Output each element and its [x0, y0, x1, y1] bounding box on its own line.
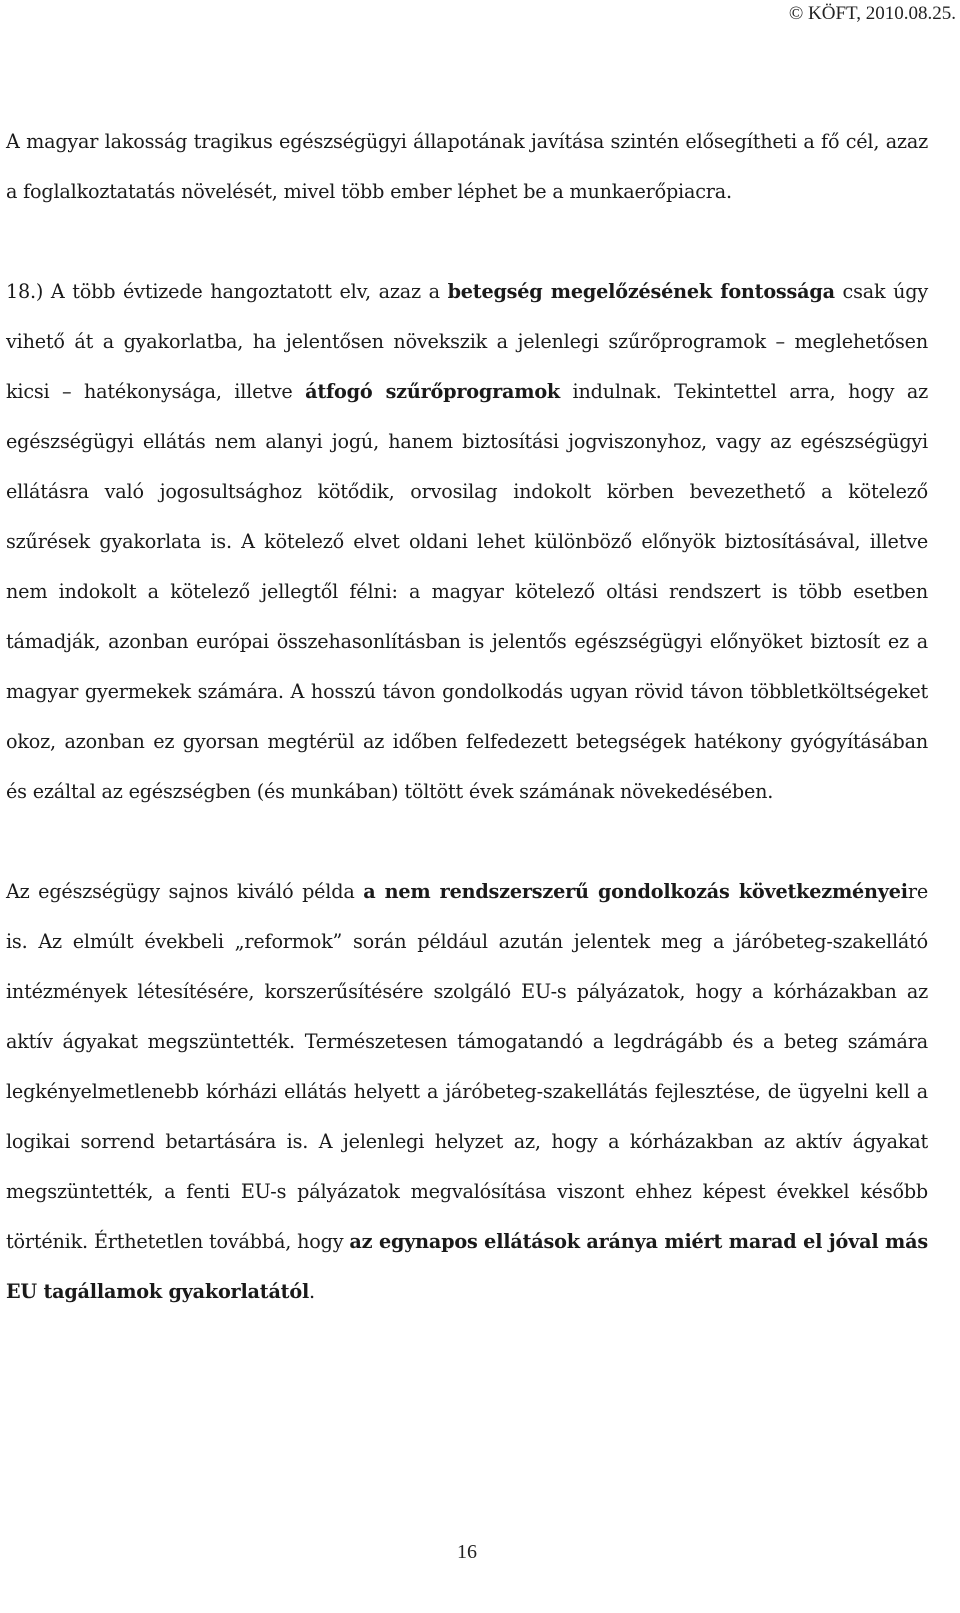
paragraph [6, 117, 928, 217]
emphasis-text: átfogó szűrőprogramok [305, 380, 561, 403]
page-number: 16 [457, 1541, 477, 1563]
document-body [6, 117, 928, 1317]
emphasis-text: betegség megelőzésének fontossága [447, 280, 835, 303]
paragraph-text: Az egészségügy sajnos kiváló példa [6, 880, 364, 903]
emphasis-text: az egynapos ellátások aránya miért marad el jóval más EU tagállamok gyakorlatától [6, 1230, 928, 1303]
emphasis-text: a nem rendszerszerű gondolkozás következményei [363, 880, 908, 903]
paragraph-text: csak úgy vihető át a gyakorlatba, ha jelentősen növekszik a jelenlegi szűrőprogramok – meglehetősen kicsi – hatékonysága, illetve [6, 280, 928, 403]
paragraph [6, 867, 928, 1317]
paragraph-text: 18.) A több évtizede hangoztatott elv, azaz a [6, 280, 448, 303]
paragraph [6, 267, 928, 817]
paragraph-text: A magyar lakosság tragikus egészségügyi állapotának javítása szintén elősegítheti a fő cél, azaz a foglalkoztatatás növelését, mivel több ember léphet be a munkaerőpiacra. [6, 130, 928, 203]
paragraph-text: . [309, 1280, 315, 1303]
copyright-header: © KÖFT, 2010.08.25. [788, 3, 956, 24]
paragraph-text: indulnak. Tekintettel arra, hogy az egészségügyi ellátás nem alanyi jogú, hanem biztosítási jogviszonyhoz, vagy az egészségügyi ellátásra való jogosultsághoz kötődik, orvosilag indokolt körben bevezethető a kötelező szűrések gyakorlata is. A kötelező elvet oldani lehet különböző előnyök biztosításával, illetve nem indokolt a kötelező jellegtől félni: a magyar kötelező oltási rendszert is több esetben támadják, azonban európai összehasonlításban is jelentős egészségügyi előnyöket biztosít ez a magyar gyermekek számára. A hosszú távon gondolkodás ugyan rövid távon többletköltségeket okoz, azonban ez gyorsan megtérül az időben felfedezett betegségek hatékony gyógyításában és ezáltal az egészségben (és munkában) töltött évek számának növekedésében. [6, 380, 928, 803]
paragraph-text: re is. Az elmúlt évekbeli „reformok” során például azután jelentek meg a járóbeteg-szakellátó intézmények létesítésére, korszerűsítésére szolgáló EU-s pályázatok, hogy a kórházakban az aktív ágyakat megszüntették. Természetesen támogatandó a legdrágább és a beteg számára legkényelmetlenebb kórházi ellátás helyett a járóbeteg-szakellátás fejlesztése, de ügyelni kell a logikai sorrend betartására is. A jelenlegi helyzet az, hogy a kórházakban az aktív ágyakat megszüntették, a fenti EU-s pályázatok megvalósítása viszont ehhez képest évekkel később történik. Érthetetlen továbbá, hogy [6, 880, 928, 1253]
